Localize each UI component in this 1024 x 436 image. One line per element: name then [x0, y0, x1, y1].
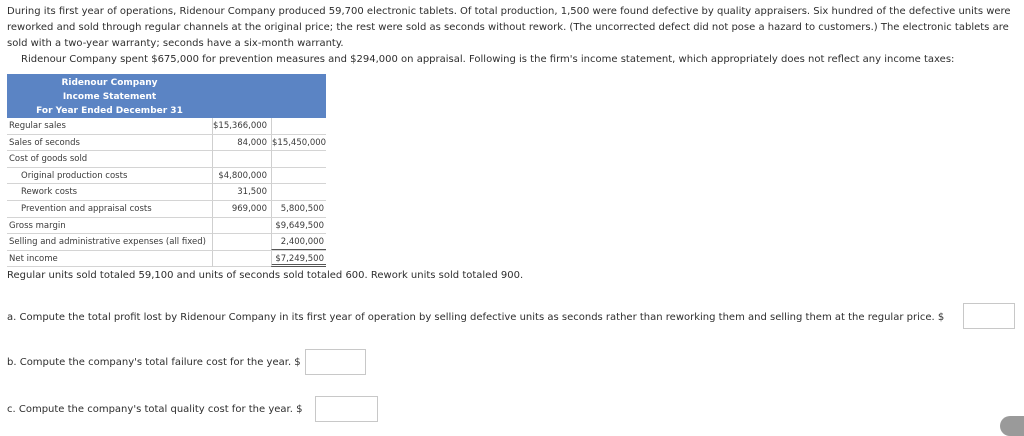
row-label: Selling and administrative expenses (all fixed) [9, 237, 206, 248]
problem-intro [7, 4, 1017, 68]
row-label: Cost of goods sold [9, 154, 88, 165]
row-value-inner: 31,500 [212, 184, 269, 200]
statement-title: Income Statement [62, 92, 157, 102]
row-value-inner [212, 151, 269, 167]
row-value-inner: 84,000 [212, 135, 269, 151]
statement-period: For Year Ended December 31 [36, 106, 183, 116]
answer-a-input[interactable] [963, 303, 1015, 329]
scroll-handle[interactable] [1000, 416, 1024, 436]
row-label: Gross margin [9, 220, 66, 231]
row-value-outer: $7,249,500 [271, 251, 326, 267]
row-value-inner [212, 234, 269, 250]
intro-paragraph-1: During its first year of operations, Ridenour Company produced 59,700 electronic tablets. Of total production, 1,500 were found defective by quality appraisers. Six hundred of the defective units were reworked and sold through regular channels at the original price; the rest were sold as seconds without rework. (The uncorrected defect did not pose a hazard to customers.) The electronic tablets are sold with a two-year warranty; seconds have a six-month warranty. [7, 6, 1011, 49]
statement-row-selling-admin [7, 234, 326, 251]
statement-row-sales-of-seconds [7, 135, 326, 152]
row-value-inner: 969,000 [212, 201, 269, 217]
row-value-inner [212, 218, 269, 234]
statement-row-rework-costs [7, 184, 326, 201]
row-value-outer [271, 151, 326, 167]
statement-company: Ridenour Company [61, 78, 158, 88]
row-value-outer: 2,400,000 [271, 234, 326, 250]
answer-b-input[interactable] [305, 349, 366, 375]
statement-row-cogs [7, 151, 326, 168]
row-value-outer [271, 184, 326, 200]
row-label: Original production costs [21, 170, 128, 181]
income-statement [7, 74, 326, 267]
statement-row-net-income [7, 251, 326, 268]
row-label: Net income [9, 253, 58, 264]
row-value-outer: 5,800,500 [271, 201, 326, 217]
units-sold-note: Regular units sold totaled 59,100 and units of seconds sold totaled 600. Rework units sold totaled 900. [7, 270, 524, 281]
question-b: b. Compute the company's total failure cost for the year. $ [7, 357, 301, 368]
answer-c-input[interactable] [315, 396, 378, 422]
statement-row-gross-margin [7, 218, 326, 235]
row-label: Prevention and appraisal costs [21, 203, 152, 214]
row-value-outer [271, 168, 326, 184]
question-a: a. Compute the total profit lost by Ridenour Company in its first year of operation by selling defective units as seconds rather than reworking them and selling them at the regular price. $ [7, 312, 945, 323]
row-value-inner: $15,366,000 [212, 118, 269, 134]
statement-row-prevention-appraisal [7, 201, 326, 218]
intro-paragraph-2: Ridenour Company spent $675,000 for prevention measures and $294,000 on appraisal. Following is the firm's income statement, which appropriately does not reflect any income taxes: [21, 54, 955, 65]
question-c: c. Compute the company's total quality cost for the year. $ [7, 404, 303, 415]
row-label: Sales of seconds [9, 137, 80, 148]
row-value-inner: $4,800,000 [212, 168, 269, 184]
statement-row-original-production [7, 168, 326, 185]
row-label: Regular sales [9, 121, 66, 131]
row-label: Rework costs [21, 187, 78, 198]
statement-row-regular-sales [7, 118, 326, 135]
statement-header [7, 74, 326, 118]
row-value-outer: $15,450,000 [271, 135, 326, 151]
row-value-inner [212, 251, 269, 267]
row-value-outer [271, 118, 326, 134]
row-value-outer: $9,649,500 [271, 218, 326, 234]
